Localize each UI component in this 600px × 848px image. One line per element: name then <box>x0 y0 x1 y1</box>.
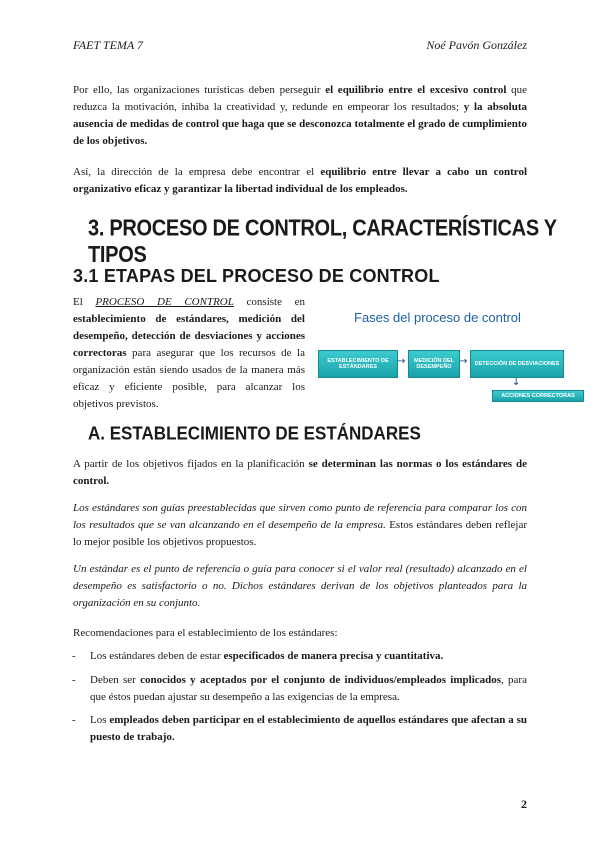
li1-text-a: Los estándares deben de estar <box>90 650 224 662</box>
li3-text-a: Los <box>90 714 110 726</box>
list-item <box>72 648 527 665</box>
page-number: 2 <box>521 797 527 811</box>
paragraph-1 <box>73 82 527 150</box>
control-process-diagram <box>314 310 590 406</box>
dash-bullet: - <box>72 650 76 662</box>
diagram-box-corrective-actions: ACCIONES CORRECTORAS <box>492 390 584 402</box>
p5-italic-a: Los estándares son guías preestablecidas que sirven como punto de referencia para comparar los con los resultados que se van alcanzando en el desempeño de la empresa. <box>73 502 527 531</box>
li2-text-a: Deben ser <box>90 674 141 686</box>
p4-text-a: A partir de los objetivos fijados en la planificación <box>73 458 309 470</box>
p3-text-e: para asegurar que los recursos de la organización están siendo usados de la manera más eficaz y eficiente posible, para alcanzar los objetivos previstos. <box>73 347 305 410</box>
paragraph-3 <box>73 294 305 413</box>
diagram-box-measurement: MEDICIÓN DEL DESEMPEÑO <box>408 350 460 378</box>
diagram-title: Fases del proceso de control <box>354 310 521 325</box>
p5-text-b: Estos estándares deben reflejar lo mejor posible los objetivos propuestos. <box>73 519 528 548</box>
p1-bold-b: el equilibrio entre el excesivo control <box>325 84 507 96</box>
li2-bold-b: conocidos y aceptados por el conjunto de individuos/empleados implicados <box>140 674 502 686</box>
diagram-box-standards: ESTABLECIMIENTO DE ESTÁNDARES <box>318 350 398 378</box>
subsection-heading-a: A. ESTABLECIMIENTO DE ESTÁNDARES <box>88 423 421 444</box>
arrow-right-icon: → <box>397 356 406 367</box>
p2-bold-b: equilibrio entre llevar a cabo un control organizativo eficaz y garantizar la libertad individual de los empleados. <box>73 166 528 195</box>
paragraph-5 <box>73 500 527 551</box>
p1-text-a: Por ello, las organizaciones turísticas deben perseguir <box>73 84 326 96</box>
dash-bullet: - <box>72 714 76 726</box>
arrow-down-icon: ↓ <box>512 377 521 388</box>
li1-bold-b: especificados de manera precisa y cuantitativa. <box>223 650 444 662</box>
p3-text-a: El <box>73 296 96 308</box>
arrow-right-icon: → <box>459 356 468 367</box>
diagram-box-deviations: DETECCIÓN DE DESVIACIONES <box>470 350 564 378</box>
p3-underlined-term: PROCESO DE CONTROL <box>95 296 234 308</box>
header-right: Noé Pavón González <box>426 38 527 52</box>
paragraph-6: Un estándar es el punto de referencia o guía para conocer si el valor real (resultado) alcanzado en el desempeño es satisfactorio o no. Dichos estándares derivan de los objetivos planteados para la organización en su conjunto. <box>73 563 527 609</box>
paragraph-7: Recomendaciones para el establecimiento de los estándares: <box>73 627 338 639</box>
p3-bold-d: establecimiento de estándares, medición del desempeño, detección de desviaciones y acciones correctoras <box>73 313 305 359</box>
list-item <box>72 672 527 706</box>
section-heading-3-1: 3.1 ETAPAS DEL PROCESO DE CONTROL <box>73 266 440 286</box>
list-item <box>72 712 527 746</box>
p1-text-c: que reduzca la motivación, inhiba la creatividad y, redunde en empeorar los resultados; <box>73 84 528 113</box>
header-left: FAET TEMA 7 <box>73 38 144 52</box>
li2-text-c: , para que éstos puedan ajustar su desempeño a las exigencias de la empresa. <box>90 674 527 703</box>
dash-bullet: - <box>72 674 76 686</box>
section-heading-3: 3. PROCESO DE CONTROL, CARACTERÍSTICAS Y TIPOS <box>88 216 557 268</box>
li3-bold-b: empleados deben participar en el establecimiento de aquellos estándares que afectan a su puesto de trabajo. <box>90 714 527 743</box>
p1-bold-d: y la absoluta ausencia de medidas de control que haga que se desconozca totalmente el grado de cumplimiento de los objetivos. <box>73 101 527 147</box>
p3-text-c: consiste en <box>233 296 306 308</box>
p2-text-a: Así, la dirección de la empresa debe encontrar el <box>73 166 321 178</box>
paragraph-4 <box>73 456 527 490</box>
paragraph-2 <box>73 164 527 198</box>
p4-bold-b: se determinan las normas o los estándares de control. <box>73 458 527 487</box>
